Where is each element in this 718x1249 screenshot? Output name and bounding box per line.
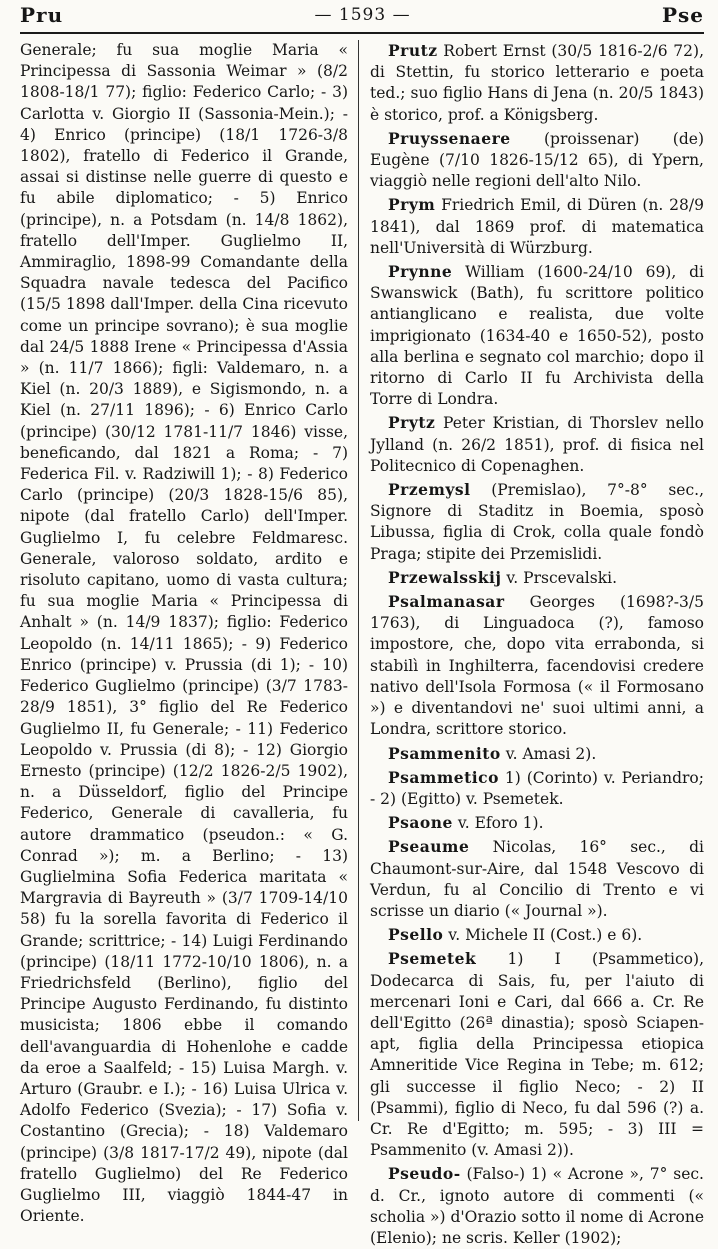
entry-headword: Psalmanasar (388, 592, 505, 612)
entry-body: v. Michele II (Cost.) e 6). (448, 926, 643, 945)
entry-prytz (370, 412, 704, 477)
entry-headword: Psammetico (388, 767, 499, 787)
entry-psammenito (370, 743, 704, 765)
entry-headword: Prytz (388, 413, 436, 433)
entry-body: Peter Kristian, di Thorslev nello Jylland (n. 26/2 1851), prof. di fisica nel Politecnico di Copenaghen. (370, 414, 704, 475)
entry-body: (Falso-) 1) « Acrone », 7° sec. d. Cr., ignoto autore di commenti (« scholia ») d'Orazio sotto il nome di Acrone (Elenio); ne scris. Keller (1902); (370, 1165, 704, 1247)
entry-headword: Przemysl (388, 480, 471, 500)
entry-przewalsskij (370, 567, 704, 589)
entry-body: v. Amasi 2). (505, 744, 597, 763)
entry-prutz (370, 40, 704, 126)
entry-przemysl (370, 479, 704, 565)
entry-headword: Psammenito (388, 743, 501, 763)
entry-body: (proissenar) (de) Eugène (7/10 1826-15/12 65), di Ypern, viaggiò nelle regioni dell'alto Nilo. (370, 129, 704, 191)
right-column (370, 40, 704, 1247)
entry-body: Nicolas, 16° sec., di Chaumont-sur-Aire, dal 1548 Vescovo di Verdun, fu al Concilio di Trento e vi scrisse un diario (« Journal »). (370, 838, 704, 920)
entry-body: v. Eforo 1). (457, 814, 544, 833)
entry-headword: Psello (388, 925, 444, 945)
entry-body: William (1600-24/10 69), di Swanswick (Bath), fu scrittore politico antianglicano e realista, due volte imprigionato (1634-40 e 1650-52), posto alla berlina e segnato col marchio; dopo il ritorno di Carlo II fu Archivista della Torre di Londra. (370, 263, 704, 409)
page-header (20, 0, 704, 30)
header-rule (20, 32, 704, 34)
entry-psaone (370, 812, 704, 834)
entry-body: Friedrich Emil, di Düren (n. 28/9 1841), dal 1869 prof. di matematica nell'Università di Würzburg. (370, 196, 704, 257)
entry-pruyssenaere (370, 128, 704, 193)
entry-psalmanasar (370, 591, 704, 740)
column-divider (358, 40, 359, 1121)
entry-psemetek (370, 948, 704, 1161)
entry-headword: Prynne (388, 262, 453, 282)
entry-headword: Pruyssenaere (388, 128, 511, 148)
entry-psello (370, 924, 704, 946)
entry-body: Georges (1698?-3/5 1763), di Linguadoca (?), famoso impostore, che, dopo vita errabonda, si stabilì in Inghilterra, facendovisi credere nativo dell'Isola Formosa (« il Formosano ») e diventandovi ne' suoi ultimi anni, a Londra, scrittore storico. (370, 593, 704, 739)
entry-prynne (370, 261, 704, 410)
header-last-word: Pse (661, 3, 704, 27)
entry-headword: Pseudo- (388, 1164, 461, 1184)
entry-psammetico (370, 767, 704, 810)
entry-headword: Prutz (388, 41, 438, 60)
entry-headword: Przewalsskij (388, 567, 502, 587)
entry-body: 1) (Corinto) v. Periandro; - 2) (Egitto) v. Psemetek. (370, 768, 704, 808)
entry-headword: Psemetek (388, 949, 477, 969)
entry-body: 1) I (Psammetico), Dodecarca di Sais, fu, per l'aiuto di mercenari Ioni e Cari, dal 666 a. Cr. Re dell'Egitto (26ª dinastia); sposò Sciapen-apt, figlia della Principessa etiopica Amneritide Vice Regina in Tebe; m. 612; gli successe il figlio Neco; - 2) II (Psammi), figlio di Neco, fu dal 596 (?) a. Cr. Re d'Egitto; m. 595; - 3) III = Psammenito (v. Amasi 2)). (370, 950, 704, 1160)
entry-pseudo (370, 1163, 704, 1249)
entry-body: Robert Ernst (30/5 1816-2/6 72), di Stettin, fu storico letterario e poeta ted.; suo figlio Hans di Jena (n. 20/5 1843) è storico, prof. a Königsberg. (370, 42, 704, 124)
page-number: — 1593 — (314, 5, 411, 25)
entry-headword: Pseaume (388, 837, 470, 857)
entry-pseaume (370, 836, 704, 922)
entry-body: (Premislao), 7°-8° sec., Signore di Staditz in Boemia, sposò Libussa, figlia di Crok, colla quale fondò Praga; stipite dei Przemislidi. (370, 481, 704, 563)
header-first-word: Pru (20, 3, 64, 27)
entry-headword: Psaone (388, 813, 453, 833)
left-column (20, 40, 348, 1226)
left-column-text: Generale; fu sua moglie Maria « Principessa di Sassonia Weimar » (8/2 1808-18/1 77); figlio: Federico Carlo; - 3) Carlotta v. Giorgio II (Sassonia-Mein.); - 4) Enrico (principe) (18/1 1726-3/8 1802), fratello di Federico il Grande, assai si distinse nelle guerre di questo e fu abile diplomatico; - 5) Enrico (principe), n. a Potsdam (n. 14/8 1862), fratello dell'Imper. Guglielmo II, Ammiraglio, 1898-99 Comandante della Squadra navale tedesca del Pacifico (15/5 1898 dall'Imper. della Cina ricevuto come un principe sovrano); è sua moglie dal 24/5 1888 Irene « Principessa d'Assia » (n. 11/7 1866); figli: Valdemaro, n. a Kiel (n. 20/3 1889), e Sigismondo, n. a Kiel (n. 27/11 1896); - 6) Enrico Carlo (principe) (30/12 1781-11/7 1846) visse, beneficando, dal 1821 a Roma; - 7) Federica Fil. v. Radziwill 1); - 8) Federico Carlo (principe) (20/3 1828-15/6 85), nipote (dal fratello Carlo) dell'Imper. Guglielmo I, fu celebre Feldmaresc. Generale, valoroso soldato, ardito e risoluto capitano, uomo di vasta cultura; fu sua moglie Maria « Principessa di Anhalt » (n. 14/9 1837); figlio: Federico Leopoldo (n. 14/11 1865); - 9) Federico Enrico (principe) v. Prussia (di 1); - 10) Federico Guglielmo (principe) (3/7 1783-28/9 1851), 3° figlio del Re Federico Guglielmo II, fu Generale; - 11) Federico Leopoldo v. Prussia (di 8); - 12) Giorgio Ernesto (principe) (12/2 1826-2/5 1902), n. a Düsseldorf, figlio del Principe Federico, Generale di cavalleria, fu autore drammatico (pseudon.: « G. Conrad »); m. a Berlino; - 13) Guglielmina Sofia Federica maritata « Margravia di Bayreuth » (3/7 1709-14/10 58) fu la sorella favorita di Federico il Grande; scrittrice; - 14) Luigi Ferdinando (principe) (18/11 1772-10/10 1806), n. a Friedrichsfeld (Berlino), figlio del Principe Augusto Ferdinando, fu distinto musicista; 1806 ebbe il comando dell'avanguardia di Hohenlohe e cadde da eroe a Saalfeld; - 15) Luisa Margh. v. Arturo (Graubr. e I.); - 16) Luisa Ulrica v. Adolfo Federico (Svezia); - 17) Sofia v. Costantino (Grecia); - 18) Valdemaro (principe) (3/8 1817-17/2 49), nipote (dal fratello Guglielmo) del Re Federico Guglielmo III, viaggiò 1844-47 in Oriente. (20, 41, 348, 1226)
entry-body: v. Prscevalski. (506, 568, 617, 587)
entry-prym (370, 194, 704, 259)
entry-headword: Prym (388, 195, 436, 215)
